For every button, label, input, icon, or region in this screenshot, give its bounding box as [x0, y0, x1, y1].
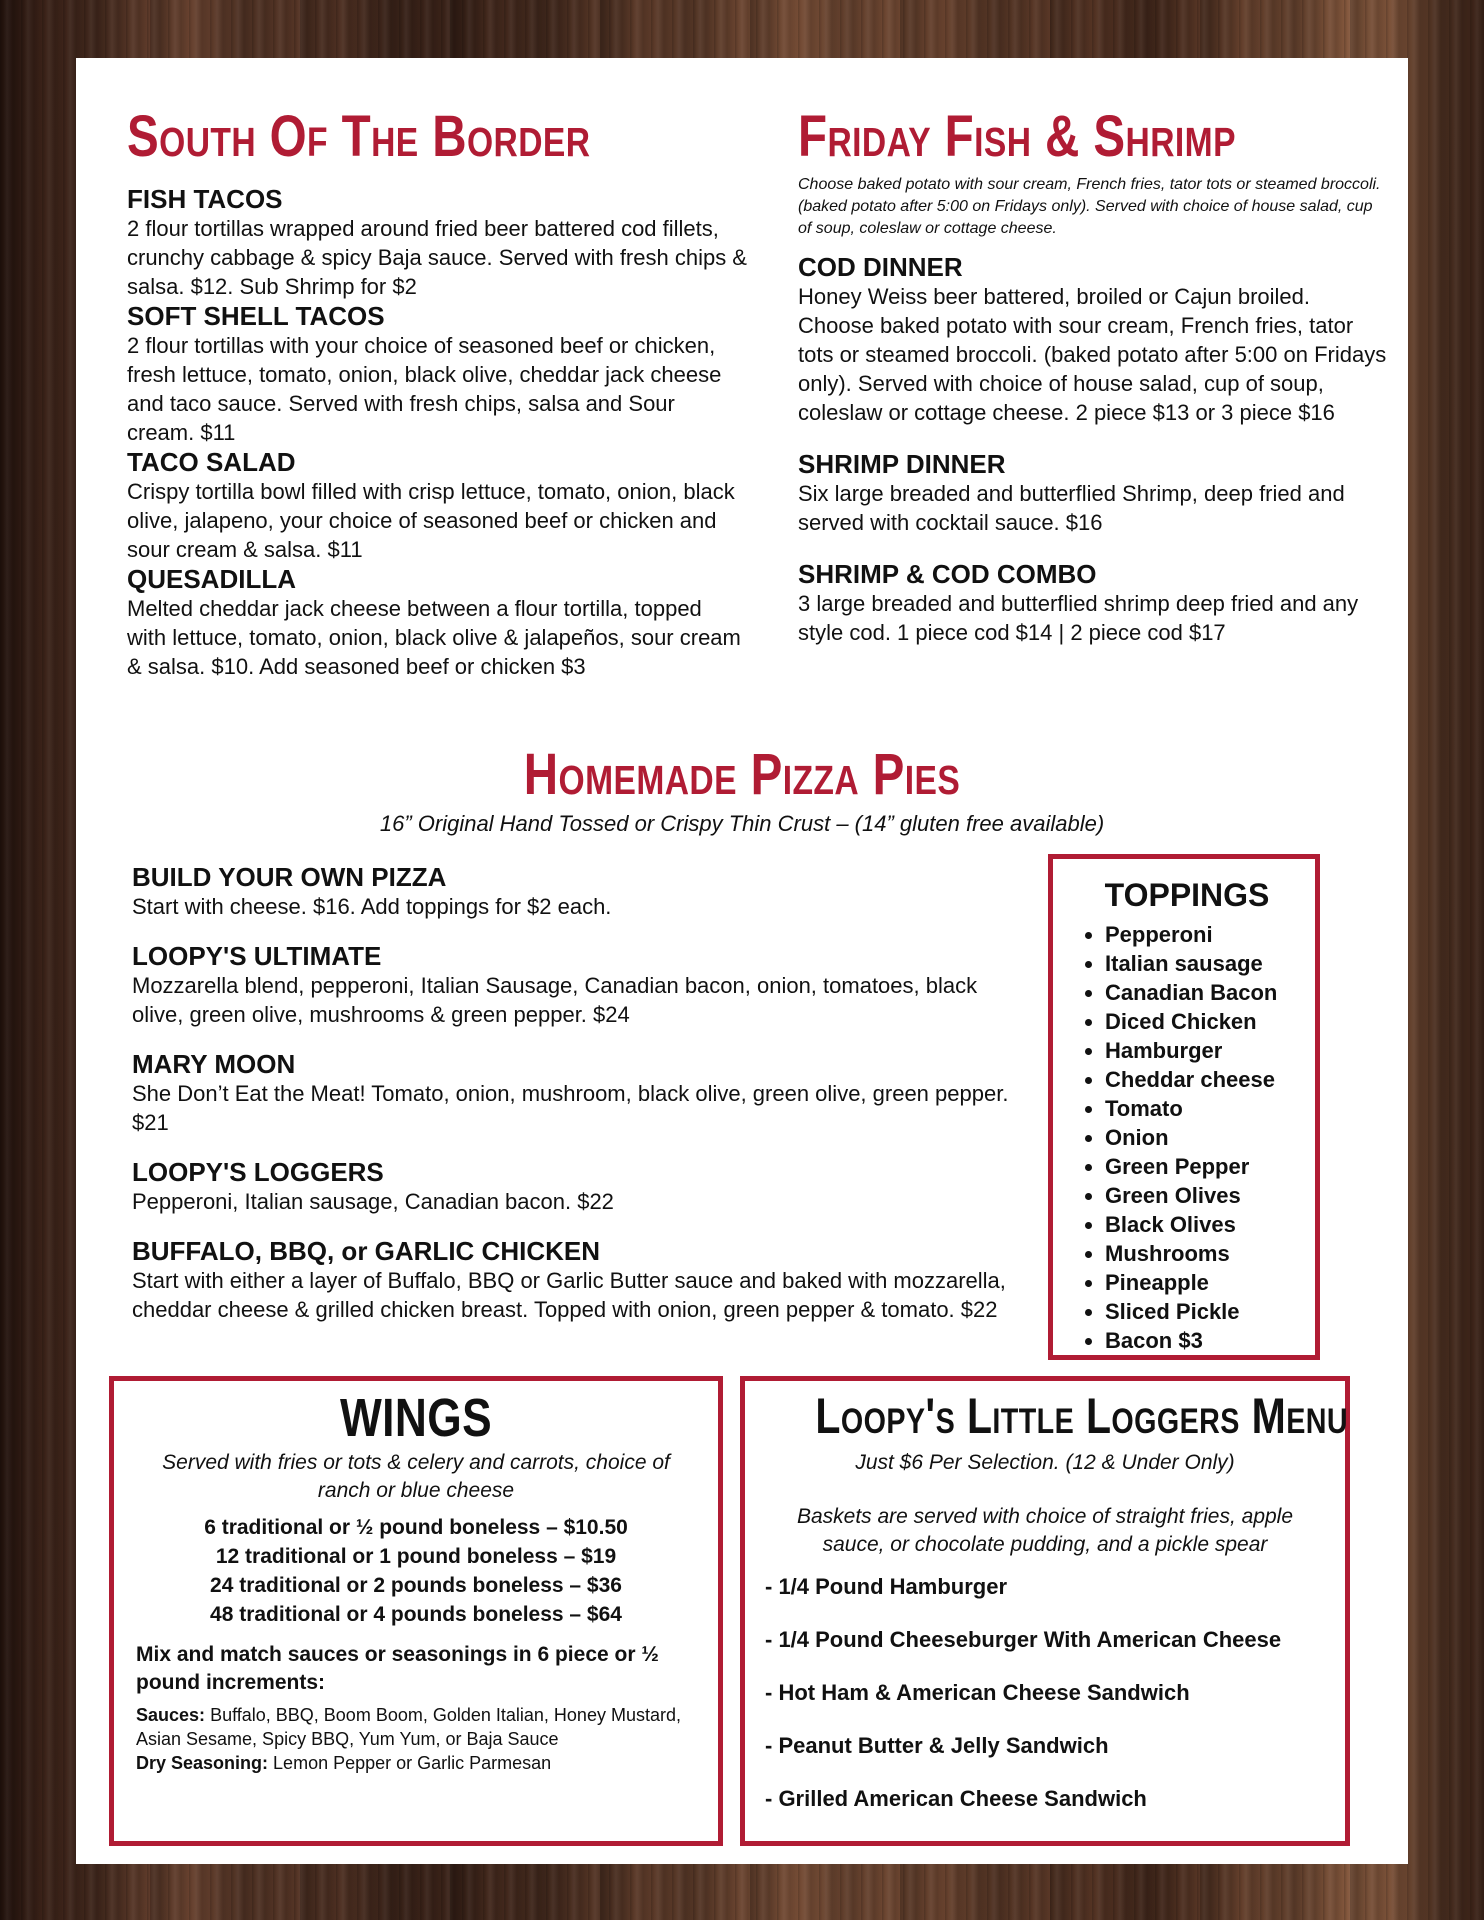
- kids-menu-item: - Peanut Butter & Jelly Sandwich: [765, 1733, 1109, 1758]
- topping-item: • Pineapple: [1105, 1268, 1299, 1297]
- item-desc: Start with cheese. $16. Add toppings for $2 each.: [132, 894, 612, 919]
- toppings-list: [1075, 920, 1299, 1355]
- topping-item: • Canadian Bacon: [1105, 978, 1299, 1007]
- topping-item: • Italian sausage: [1105, 949, 1299, 978]
- fish-note: Choose baked potato with sour cream, French fries, tator tots or steamed broccoli. (baked potato after 5:00 on Fridays only). Served with choice of house salad, cup of soup, coleslaw or cottage cheese.: [798, 176, 1381, 237]
- dry-list: Lemon Pepper or Garlic Parmesan: [273, 1753, 552, 1773]
- topping-item: • Mushrooms: [1105, 1239, 1299, 1268]
- topping-item: • Sliced Pickle: [1105, 1297, 1299, 1326]
- item-name: LOOPY'S ULTIMATE: [132, 941, 382, 971]
- toppings-box: [1048, 854, 1320, 1360]
- wings-sauces: [136, 1703, 696, 1751]
- topping-item: • Green Pepper: [1105, 1152, 1299, 1181]
- item-name: COD DINNER: [798, 252, 963, 282]
- sauces-label: Sauces:: [136, 1705, 206, 1725]
- item-name: TACO SALAD: [127, 447, 296, 477]
- fish-title: Friday Fish & Shrimp: [798, 104, 1236, 169]
- menu-page: [76, 58, 1408, 1864]
- wings-price-line: 24 traditional or 2 pounds boneless – $36: [210, 1574, 622, 1597]
- item-desc: Mozzarella blend, pepperoni, Italian Sausage, Canadian bacon, onion, tomatoes, black olive, green olive, mushrooms & green pepper. $24: [132, 973, 978, 1027]
- topping-item: • Green Olives: [1105, 1181, 1299, 1210]
- topping-item: • Diced Chicken: [1105, 1007, 1299, 1036]
- pizza-header: [76, 742, 1408, 838]
- topping-item: • Pepperoni: [1105, 920, 1299, 949]
- topping-item: • Bacon $3: [1105, 1326, 1299, 1355]
- item-desc: She Don’t Eat the Meat! Tomato, onion, mushroom, black olive, green olive, green pepper. $21: [132, 1081, 1009, 1135]
- item-desc: Start with either a layer of Buffalo, BBQ or Garlic Butter sauce and baked with mozzarella, cheddar cheese & grilled chicken breast. Topped with onion, green pepper & tomato. $22: [132, 1268, 1006, 1322]
- item-name: BUILD YOUR OWN PIZZA: [132, 862, 447, 892]
- kids-title: Loopy's Little Loggers Menu: [815, 1388, 1349, 1444]
- topping-item: • Onion: [1105, 1123, 1299, 1152]
- sauces-list: Buffalo, BBQ, Boom Boom, Golden Italian, Honey Mustard, Asian Sesame, Spicy BBQ, Yum Yum, or Baja Sauce: [136, 1705, 681, 1749]
- item-name: BUFFALO, BBQ, or GARLIC CHICKEN: [132, 1236, 600, 1266]
- pizza-title: Homemade Pizza Pies: [523, 742, 961, 807]
- toppings-title: TOPPINGS: [1104, 877, 1270, 913]
- item-desc: Six large breaded and butterflied Shrimp, deep fried and served with cocktail sauce. $16: [798, 481, 1345, 535]
- item-name: QUESADILLA: [127, 564, 296, 594]
- wings-price-line: 48 traditional or 4 pounds boneless – $64: [210, 1603, 622, 1626]
- fish-section: [798, 104, 1388, 647]
- item-desc: Crispy tortilla bowl filled with crisp lettuce, tomato, onion, black olive, jalapeno, your choice of seasoned beef or chicken and sour cream & salsa. $11: [127, 479, 735, 562]
- kids-note: Baskets are served with choice of straight fries, apple sauce, or chocolate pudding, and a pickle spear: [796, 1505, 1294, 1556]
- kids-items: [765, 1573, 1325, 1813]
- pizza-subtitle: 16” Original Hand Tossed or Crispy Thin Crust – (14” gluten free available): [379, 811, 1105, 836]
- topping-item: • Tomato: [1105, 1094, 1299, 1123]
- kids-menu-item: - Hot Ham & American Cheese Sandwich: [765, 1680, 1190, 1705]
- item-name: SOFT SHELL TACOS: [127, 301, 385, 331]
- item-name: MARY MOON: [132, 1049, 296, 1079]
- topping-item: • Hamburger: [1105, 1036, 1299, 1065]
- wings-title: WINGS: [339, 1388, 493, 1448]
- south-section: [127, 104, 747, 681]
- wings-box: [109, 1376, 723, 1846]
- item-name: FISH TACOS: [127, 184, 283, 214]
- pizza-items: [132, 862, 1012, 1324]
- item-desc: Pepperoni, Italian sausage, Canadian bacon. $22: [132, 1189, 614, 1214]
- wings-price-line: 12 traditional or 1 pound boneless – $19: [215, 1545, 617, 1568]
- item-name: SHRIMP DINNER: [798, 449, 1006, 479]
- item-desc: 3 large breaded and butterflied shrimp deep fried and any style cod. 1 piece cod $14 | 2 piece cod $17: [798, 591, 1359, 645]
- wings-dry: [136, 1751, 696, 1775]
- south-title: South Of The Border: [127, 104, 591, 169]
- item-desc: 2 flour tortillas wrapped around fried beer battered cod fillets, crunchy cabbage & spicy Baja sauce. Served with fresh chips & salsa. $12. Sub Shrimp for $2: [127, 216, 747, 299]
- wings-price-line: 6 traditional or ½ pound boneless – $10.50: [204, 1516, 628, 1539]
- item-desc: 2 flour tortillas with your choice of seasoned beef or chicken, fresh lettuce, tomato, onion, black olive, cheddar jack cheese and taco sauce. Served with fresh chips, salsa and Sour cream. $11: [127, 333, 722, 445]
- topping-item: • Black Olives: [1105, 1210, 1299, 1239]
- kids-subtitle: Just $6 Per Selection. (12 & Under Only): [855, 1451, 1235, 1474]
- kids-menu-item: - 1/4 Pound Cheeseburger With American Cheese: [765, 1627, 1282, 1652]
- wings-subtitle: Served with fries or tots & celery and carrots, choice of ranch or blue cheese: [162, 1451, 670, 1502]
- item-name: LOOPY'S LOGGERS: [132, 1157, 384, 1187]
- dry-label: Dry Seasoning:: [136, 1753, 269, 1773]
- wings-mix-note: Mix and match sauces or seasonings in 6 piece or ½ pound increments:: [136, 1643, 659, 1694]
- kids-box: [740, 1376, 1350, 1846]
- topping-item: • Cheddar cheese: [1105, 1065, 1299, 1094]
- item-desc: Melted cheddar jack cheese between a flour tortilla, topped with lettuce, tomato, onion, black olive & jalapeños, sour cream & salsa. $10. Add seasoned beef or chicken $3: [127, 596, 741, 679]
- item-name: SHRIMP & COD COMBO: [798, 559, 1097, 589]
- kids-menu-item: - Grilled American Cheese Sandwich: [765, 1786, 1147, 1811]
- wings-prices: [136, 1513, 696, 1629]
- item-desc: Honey Weiss beer battered, broiled or Cajun broiled. Choose baked potato with sour cream, French fries, tator tots or steamed broccoli. (baked potato after 5:00 on Fridays only). Served with choice of house salad, cup of soup, coleslaw or cottage cheese. 2 piece $13 or 3 piece $16: [798, 284, 1387, 425]
- kids-menu-item: - 1/4 Pound Hamburger: [765, 1574, 1008, 1599]
